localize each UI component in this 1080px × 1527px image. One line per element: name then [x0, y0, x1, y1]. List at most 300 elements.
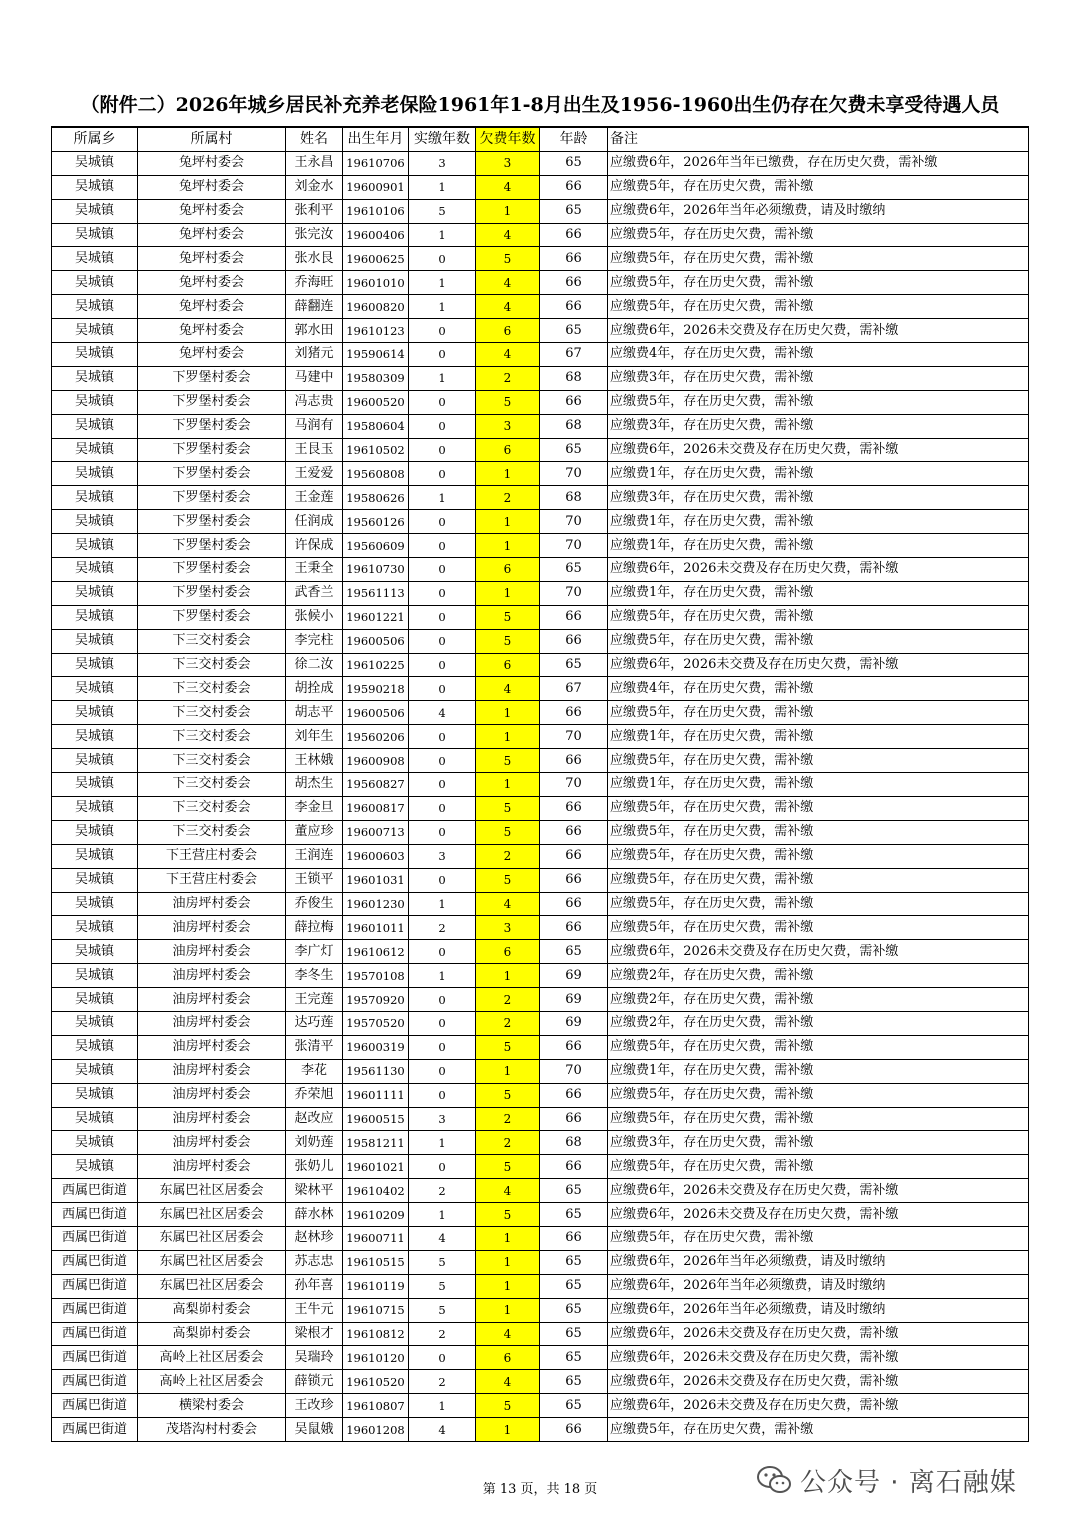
cell-owed-years: 1: [476, 1250, 540, 1274]
cell-township: 吴城镇: [52, 223, 138, 247]
cell-owed-years: 2: [476, 486, 540, 510]
cell-owed-years: 2: [476, 366, 540, 390]
cell-village: 兔坪村委会: [138, 199, 286, 223]
cell-owed-years: 6: [476, 438, 540, 462]
cell-name: 苏志忠: [286, 1250, 343, 1274]
cell-paid-years: 0: [409, 940, 476, 964]
cell-name: 薛翻连: [286, 295, 343, 319]
cell-owed-years: 6: [476, 558, 540, 582]
cell-birth-date: 19610225: [343, 653, 409, 677]
cell-remarks: 应缴费6年，2026未交费及存在历史欠费，需补缴: [608, 1370, 1029, 1394]
cell-village: 兔坪村委会: [138, 247, 286, 271]
table-body: [52, 151, 1029, 1441]
cell-name: 郭水田: [286, 319, 343, 343]
cell-birth-date: 19581211: [343, 1131, 409, 1155]
cell-remarks: 应缴费2年，存在历史欠费，需补缴: [608, 964, 1029, 988]
table-row: [52, 438, 1029, 462]
cell-remarks: 应缴费3年，存在历史欠费，需补缴: [608, 486, 1029, 510]
table-row: [52, 390, 1029, 414]
cell-remarks: 应缴费5年，存在历史欠费，需补缴: [608, 1107, 1029, 1131]
cell-village: 东属巴社区居委会: [138, 1179, 286, 1203]
table-row: [52, 462, 1029, 486]
cell-name: 薛拉梅: [286, 916, 343, 940]
cell-township: 吴城镇: [52, 677, 138, 701]
cell-age: 69: [540, 964, 608, 988]
cell-village: 油房坪村委会: [138, 964, 286, 988]
cell-remarks: 应缴费6年，2026未交费及存在历史欠费，需补缴: [608, 1394, 1029, 1418]
table-row: [52, 1346, 1029, 1370]
cell-owed-years: 4: [476, 295, 540, 319]
cell-village: 兔坪村委会: [138, 343, 286, 367]
table-row: [52, 629, 1029, 653]
cell-birth-date: 19570920: [343, 988, 409, 1012]
cell-township: 吴城镇: [52, 916, 138, 940]
cell-age: 66: [540, 390, 608, 414]
cell-village: 兔坪村委会: [138, 295, 286, 319]
cell-owed-years: 5: [476, 1035, 540, 1059]
cell-township: 吴城镇: [52, 629, 138, 653]
cell-remarks: 应缴费6年，2026年当年已缴费，存在历史欠费，需补缴: [608, 151, 1029, 175]
cell-village: 下三交村委会: [138, 773, 286, 797]
cell-name: 李冬生: [286, 964, 343, 988]
wechat-logo-icon: [756, 1465, 792, 1495]
cell-owed-years: 4: [476, 892, 540, 916]
cell-owed-years: 4: [476, 343, 540, 367]
cell-age: 66: [540, 1155, 608, 1179]
cell-birth-date: 19610812: [343, 1322, 409, 1346]
cell-village: 下三交村委会: [138, 677, 286, 701]
cell-township: 西属巴街道: [52, 1203, 138, 1227]
cell-name: 吴鼠娥: [286, 1418, 343, 1442]
cell-name: 乔海旺: [286, 271, 343, 295]
cell-birth-date: 19590614: [343, 343, 409, 367]
cell-village: 东属巴社区居委会: [138, 1274, 286, 1298]
table-row: [52, 701, 1029, 725]
cell-village: 下罗堡村委会: [138, 558, 286, 582]
table-row: [52, 175, 1029, 199]
cell-name: 刘奶莲: [286, 1131, 343, 1155]
cell-birth-date: 19610120: [343, 1346, 409, 1370]
cell-name: 李花: [286, 1059, 343, 1083]
table-row: [52, 1298, 1029, 1322]
table-row: [52, 199, 1029, 223]
cell-owed-years: 1: [476, 1274, 540, 1298]
cell-township: 吴城镇: [52, 390, 138, 414]
cell-remarks: 应缴费1年，存在历史欠费，需补缴: [608, 773, 1029, 797]
cell-age: 65: [540, 1179, 608, 1203]
cell-paid-years: 1: [409, 1394, 476, 1418]
table-row: [52, 844, 1029, 868]
cell-age: 66: [540, 820, 608, 844]
cell-township: 西属巴街道: [52, 1298, 138, 1322]
table-row: [52, 271, 1029, 295]
cell-village: 下三交村委会: [138, 653, 286, 677]
table-row: [52, 1394, 1029, 1418]
cell-village: 油房坪村委会: [138, 940, 286, 964]
cell-name: 王牛元: [286, 1298, 343, 1322]
cell-name: 张利平: [286, 199, 343, 223]
cell-village: 油房坪村委会: [138, 916, 286, 940]
cell-township: 吴城镇: [52, 247, 138, 271]
table-row: [52, 796, 1029, 820]
cell-village: 下三交村委会: [138, 629, 286, 653]
cell-village: 下罗堡村委会: [138, 605, 286, 629]
cell-owed-years: 3: [476, 916, 540, 940]
cell-age: 66: [540, 1226, 608, 1250]
cell-village: 下罗堡村委会: [138, 390, 286, 414]
cell-age: 66: [540, 223, 608, 247]
header-owed-years: 欠费年数: [476, 127, 540, 151]
cell-remarks: 应缴费1年，存在历史欠费，需补缴: [608, 1059, 1029, 1083]
cell-remarks: 应缴费3年，存在历史欠费，需补缴: [608, 414, 1029, 438]
table-row: [52, 653, 1029, 677]
cell-birth-date: 19600506: [343, 701, 409, 725]
cell-owed-years: 6: [476, 940, 540, 964]
cell-name: 李金旦: [286, 796, 343, 820]
cell-birth-date: 19610706: [343, 151, 409, 175]
cell-birth-date: 19610730: [343, 558, 409, 582]
cell-paid-years: 0: [409, 868, 476, 892]
cell-paid-years: 5: [409, 1274, 476, 1298]
cell-age: 66: [540, 844, 608, 868]
cell-age: 66: [540, 629, 608, 653]
table-row: [52, 151, 1029, 175]
cell-birth-date: 19600319: [343, 1035, 409, 1059]
cell-paid-years: 2: [409, 1322, 476, 1346]
cell-name: 刘猪元: [286, 343, 343, 367]
cell-name: 薛锁元: [286, 1370, 343, 1394]
table-row: [52, 1226, 1029, 1250]
cell-paid-years: 4: [409, 1418, 476, 1442]
cell-name: 吴瑞玲: [286, 1346, 343, 1370]
cell-owed-years: 5: [476, 1155, 540, 1179]
cell-village: 高岭上社区居委会: [138, 1346, 286, 1370]
cell-paid-years: 0: [409, 1346, 476, 1370]
cell-village: 下三交村委会: [138, 820, 286, 844]
table-row: [52, 725, 1029, 749]
cell-age: 70: [540, 534, 608, 558]
cell-remarks: 应缴费1年，存在历史欠费，需补缴: [608, 725, 1029, 749]
cell-name: 赵林珍: [286, 1226, 343, 1250]
cell-paid-years: 0: [409, 438, 476, 462]
cell-age: 68: [540, 1131, 608, 1155]
cell-remarks: 应缴费5年，存在历史欠费，需补缴: [608, 390, 1029, 414]
cell-birth-date: 19610106: [343, 199, 409, 223]
cell-village: 兔坪村委会: [138, 175, 286, 199]
cell-age: 65: [540, 1322, 608, 1346]
table-row: [52, 605, 1029, 629]
cell-village: 高梨峁村委会: [138, 1322, 286, 1346]
header-remarks: 备注: [608, 127, 1029, 151]
cell-paid-years: 1: [409, 964, 476, 988]
cell-paid-years: 0: [409, 247, 476, 271]
cell-birth-date: 19580604: [343, 414, 409, 438]
table-row: [52, 486, 1029, 510]
table-row: [52, 677, 1029, 701]
cell-paid-years: 0: [409, 1035, 476, 1059]
cell-age: 70: [540, 1059, 608, 1083]
cell-owed-years: 1: [476, 1226, 540, 1250]
cell-township: 吴城镇: [52, 701, 138, 725]
cell-age: 66: [540, 1035, 608, 1059]
cell-township: 吴城镇: [52, 1155, 138, 1179]
table-row: [52, 1107, 1029, 1131]
cell-village: 高岭上社区居委会: [138, 1370, 286, 1394]
cell-birth-date: 19560206: [343, 725, 409, 749]
cell-owed-years: 5: [476, 820, 540, 844]
cell-village: 兔坪村委会: [138, 151, 286, 175]
cell-remarks: 应缴费3年，存在历史欠费，需补缴: [608, 1131, 1029, 1155]
cell-remarks: 应缴费5年，存在历史欠费，需补缴: [608, 175, 1029, 199]
cell-birth-date: 19610807: [343, 1394, 409, 1418]
cell-paid-years: 1: [409, 295, 476, 319]
cell-age: 70: [540, 581, 608, 605]
cell-township: 吴城镇: [52, 773, 138, 797]
cell-owed-years: 1: [476, 462, 540, 486]
cell-paid-years: 1: [409, 271, 476, 295]
cell-remarks: 应缴费2年，存在历史欠费，需补缴: [608, 1011, 1029, 1035]
cell-village: 下罗堡村委会: [138, 366, 286, 390]
cell-township: 吴城镇: [52, 940, 138, 964]
cell-remarks: 应缴费5年，存在历史欠费，需补缴: [608, 629, 1029, 653]
cell-township: 西属巴街道: [52, 1370, 138, 1394]
cell-remarks: 应缴费6年，2026年当年必须缴费，请及时缴纳: [608, 1250, 1029, 1274]
cell-owed-years: 6: [476, 1346, 540, 1370]
cell-name: 薛水林: [286, 1203, 343, 1227]
cell-birth-date: 19561130: [343, 1059, 409, 1083]
cell-name: 乔荣旭: [286, 1083, 343, 1107]
cell-name: 李完柱: [286, 629, 343, 653]
cell-owed-years: 4: [476, 1179, 540, 1203]
cell-age: 66: [540, 1418, 608, 1442]
cell-birth-date: 19601111: [343, 1083, 409, 1107]
cell-birth-date: 19560827: [343, 773, 409, 797]
table-row: [52, 749, 1029, 773]
cell-age: 65: [540, 199, 608, 223]
cell-township: 西属巴街道: [52, 1346, 138, 1370]
cell-age: 65: [540, 653, 608, 677]
cell-paid-years: 0: [409, 319, 476, 343]
cell-age: 69: [540, 988, 608, 1012]
cell-age: 70: [540, 462, 608, 486]
cell-village: 下三交村委会: [138, 796, 286, 820]
cell-birth-date: 19561113: [343, 581, 409, 605]
cell-owed-years: 3: [476, 151, 540, 175]
cell-name: 孙年喜: [286, 1274, 343, 1298]
cell-township: 吴城镇: [52, 653, 138, 677]
cell-age: 70: [540, 725, 608, 749]
cell-township: 西属巴街道: [52, 1322, 138, 1346]
cell-paid-years: 1: [409, 1203, 476, 1227]
cell-birth-date: 19600817: [343, 796, 409, 820]
cell-remarks: 应缴费5年，存在历史欠费，需补缴: [608, 916, 1029, 940]
cell-birth-date: 19601021: [343, 1155, 409, 1179]
cell-owed-years: 3: [476, 414, 540, 438]
cell-name: 王永昌: [286, 151, 343, 175]
cell-township: 吴城镇: [52, 964, 138, 988]
cell-village: 下罗堡村委会: [138, 414, 286, 438]
cell-paid-years: 1: [409, 366, 476, 390]
cell-age: 69: [540, 1011, 608, 1035]
cell-name: 王秉全: [286, 558, 343, 582]
cell-owed-years: 2: [476, 1107, 540, 1131]
table-row: [52, 1131, 1029, 1155]
cell-paid-years: 0: [409, 414, 476, 438]
cell-remarks: 应缴费5年，存在历史欠费，需补缴: [608, 295, 1029, 319]
cell-village: 高梨峁村委会: [138, 1298, 286, 1322]
table-row: [52, 1274, 1029, 1298]
cell-township: 吴城镇: [52, 1083, 138, 1107]
cell-village: 下王营庄村委会: [138, 844, 286, 868]
cell-paid-years: 0: [409, 390, 476, 414]
cell-township: 西属巴街道: [52, 1226, 138, 1250]
cell-age: 65: [540, 1203, 608, 1227]
cell-name: 梁林平: [286, 1179, 343, 1203]
cell-remarks: 应缴费5年，存在历史欠费，需补缴: [608, 868, 1029, 892]
cell-remarks: 应缴费6年，2026未交费及存在历史欠费，需补缴: [608, 438, 1029, 462]
cell-township: 吴城镇: [52, 486, 138, 510]
cell-township: 吴城镇: [52, 820, 138, 844]
header-township: 所属乡: [52, 127, 138, 151]
cell-township: 吴城镇: [52, 1059, 138, 1083]
table-row: [52, 988, 1029, 1012]
cell-village: 东属巴社区居委会: [138, 1250, 286, 1274]
cell-village: 油房坪村委会: [138, 1107, 286, 1131]
cell-age: 65: [540, 319, 608, 343]
header-village: 所属村: [138, 127, 286, 151]
cell-township: 吴城镇: [52, 510, 138, 534]
cell-paid-years: 0: [409, 820, 476, 844]
cell-paid-years: 5: [409, 1250, 476, 1274]
cell-name: 王润连: [286, 844, 343, 868]
table-row: [52, 414, 1029, 438]
cell-paid-years: 3: [409, 844, 476, 868]
cell-age: 65: [540, 1370, 608, 1394]
cell-paid-years: 0: [409, 1011, 476, 1035]
cell-owed-years: 1: [476, 1059, 540, 1083]
cell-birth-date: 19570520: [343, 1011, 409, 1035]
cell-age: 65: [540, 1394, 608, 1418]
cell-age: 65: [540, 940, 608, 964]
cell-remarks: 应缴费5年，存在历史欠费，需补缴: [608, 1418, 1029, 1442]
cell-remarks: 应缴费6年，2026未交费及存在历史欠费，需补缴: [608, 1179, 1029, 1203]
cell-township: 吴城镇: [52, 725, 138, 749]
cell-paid-years: 0: [409, 796, 476, 820]
cell-name: 马润有: [286, 414, 343, 438]
cell-name: 任润成: [286, 510, 343, 534]
cell-birth-date: 19600713: [343, 820, 409, 844]
arrears-table: [51, 126, 1029, 1442]
cell-township: 吴城镇: [52, 151, 138, 175]
cell-owed-years: 5: [476, 1203, 540, 1227]
table-row: [52, 247, 1029, 271]
table-row: [52, 1011, 1029, 1035]
cell-name: 胡志平: [286, 701, 343, 725]
table-row: [52, 1083, 1029, 1107]
cell-village: 东属巴社区居委会: [138, 1226, 286, 1250]
cell-name: 许保成: [286, 534, 343, 558]
cell-owed-years: 4: [476, 271, 540, 295]
cell-village: 下三交村委会: [138, 725, 286, 749]
cell-paid-years: 0: [409, 988, 476, 1012]
cell-village: 兔坪村委会: [138, 319, 286, 343]
cell-owed-years: 1: [476, 534, 540, 558]
cell-name: 达巧莲: [286, 1011, 343, 1035]
cell-village: 下罗堡村委会: [138, 534, 286, 558]
cell-township: 吴城镇: [52, 1035, 138, 1059]
cell-paid-years: 1: [409, 486, 476, 510]
cell-remarks: 应缴费6年，2026年当年必须缴费，请及时缴纳: [608, 1274, 1029, 1298]
cell-paid-years: 0: [409, 462, 476, 486]
cell-owed-years: 2: [476, 988, 540, 1012]
header-birth-date: 出生年月: [343, 127, 409, 151]
cell-village: 下罗堡村委会: [138, 581, 286, 605]
cell-village: 下三交村委会: [138, 749, 286, 773]
cell-owed-years: 5: [476, 605, 540, 629]
cell-name: 徐二汝: [286, 653, 343, 677]
table-row: [52, 1155, 1029, 1179]
cell-name: 乔俊生: [286, 892, 343, 916]
cell-township: 吴城镇: [52, 581, 138, 605]
cell-paid-years: 5: [409, 1298, 476, 1322]
cell-age: 66: [540, 1083, 608, 1107]
cell-paid-years: 1: [409, 892, 476, 916]
cell-age: 68: [540, 414, 608, 438]
cell-owed-years: 1: [476, 725, 540, 749]
cell-birth-date: 19601011: [343, 916, 409, 940]
cell-name: 王林娥: [286, 749, 343, 773]
cell-owed-years: 5: [476, 247, 540, 271]
cell-paid-years: 0: [409, 605, 476, 629]
cell-name: 王爱爱: [286, 462, 343, 486]
cell-paid-years: 0: [409, 558, 476, 582]
cell-birth-date: 19600901: [343, 175, 409, 199]
cell-age: 66: [540, 175, 608, 199]
cell-owed-years: 5: [476, 1083, 540, 1107]
cell-village: 下罗堡村委会: [138, 462, 286, 486]
cell-village: 茂塔沟村村委会: [138, 1418, 286, 1442]
header-name: 姓名: [286, 127, 343, 151]
cell-owed-years: 4: [476, 677, 540, 701]
cell-paid-years: 1: [409, 1131, 476, 1155]
cell-birth-date: 19610402: [343, 1179, 409, 1203]
cell-age: 65: [540, 558, 608, 582]
cell-age: 68: [540, 366, 608, 390]
cell-birth-date: 19600506: [343, 629, 409, 653]
cell-birth-date: 19610715: [343, 1298, 409, 1322]
cell-remarks: 应缴费4年，存在历史欠费，需补缴: [608, 343, 1029, 367]
cell-township: 吴城镇: [52, 438, 138, 462]
table-row: [52, 1179, 1029, 1203]
table-row: [52, 1203, 1029, 1227]
cell-village: 兔坪村委会: [138, 271, 286, 295]
cell-remarks: 应缴费4年，存在历史欠费，需补缴: [608, 677, 1029, 701]
table-row: [52, 1322, 1029, 1346]
table-row: [52, 366, 1029, 390]
cell-remarks: 应缴费6年，2026未交费及存在历史欠费，需补缴: [608, 940, 1029, 964]
cell-remarks: 应缴费6年，2026未交费及存在历史欠费，需补缴: [608, 319, 1029, 343]
cell-paid-years: 5: [409, 199, 476, 223]
cell-remarks: 应缴费5年，存在历史欠费，需补缴: [608, 749, 1029, 773]
cell-age: 66: [540, 892, 608, 916]
table-row: [52, 892, 1029, 916]
cell-birth-date: 19600711: [343, 1226, 409, 1250]
cell-village: 下罗堡村委会: [138, 510, 286, 534]
cell-owed-years: 5: [476, 749, 540, 773]
cell-remarks: 应缴费2年，存在历史欠费，需补缴: [608, 988, 1029, 1012]
table-row: [52, 1370, 1029, 1394]
cell-township: 吴城镇: [52, 988, 138, 1012]
